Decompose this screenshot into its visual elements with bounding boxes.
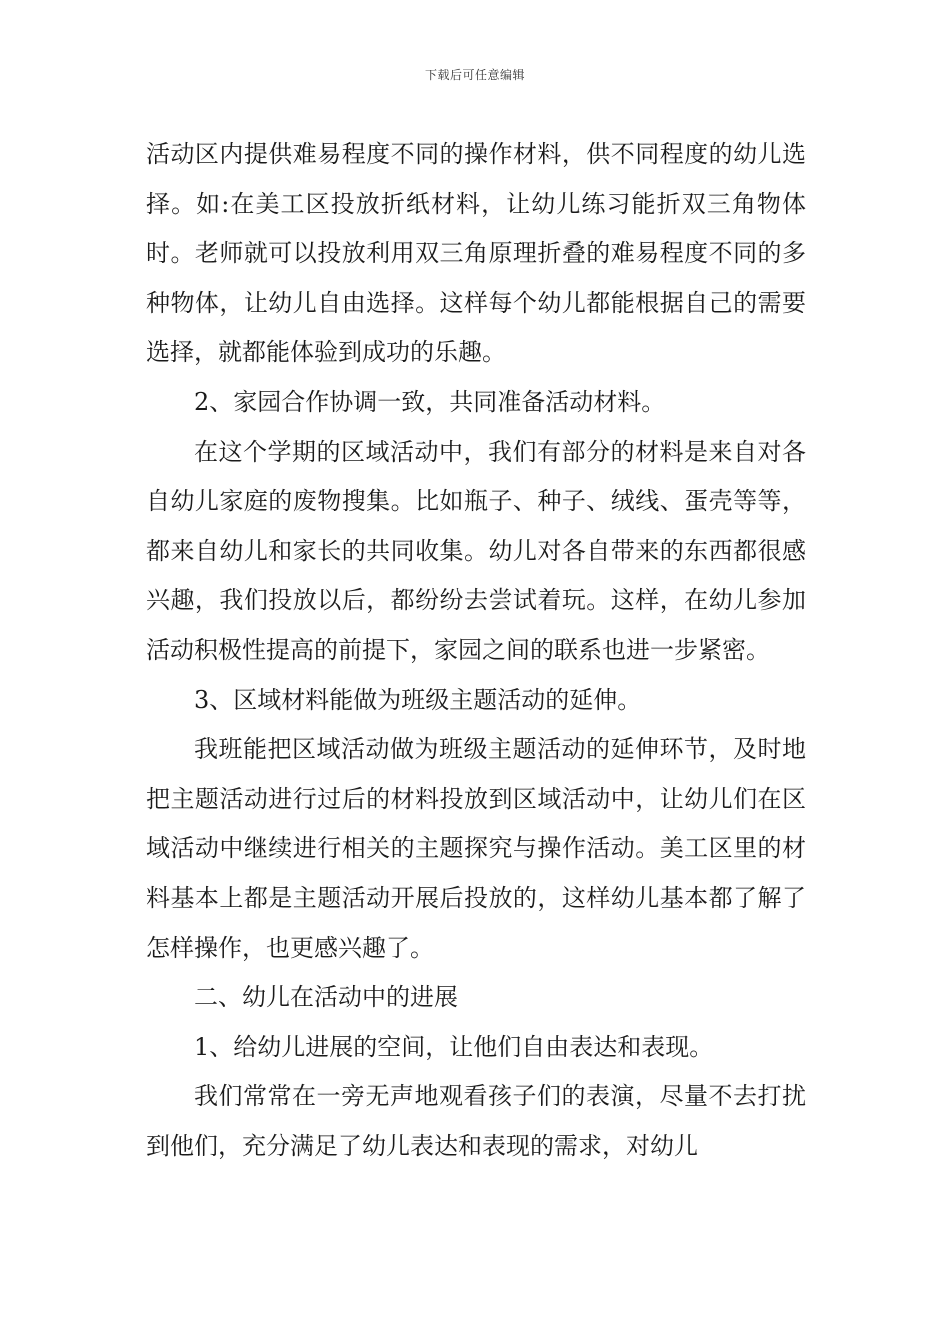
heading-theme-extension: 3、区域材料能做为班级主题活动的延伸。 <box>194 685 642 714</box>
paragraph-observing-performance: 我们常常在一旁无声地观看孩子们的表演，尽量不去打扰到他们，充分满足了幼儿表达和表现的需求，对幼儿 <box>146 1082 806 1160</box>
paragraph-home-school-cooperation: 在这个学期的区域活动中，我们有部分的材料是来自对各自幼儿家庭的废物搜集。比如瓶子、种子、绒线、蛋壳等等，都来自幼儿和家长的共同收集。幼儿对各自带来的东西都很感兴趣，我们投放以后，都纷纷去尝试着玩。这样，在幼儿参加活动积极性提高的前提下，家园之间的联系也进一步紧密。 <box>146 437 806 664</box>
heading-space-for-expression: 1、给幼儿进展的空间，让他们自由表达和表现。 <box>194 1032 714 1061</box>
heading-home-school-cooperation: 2、家园合作协调一致，共同准备活动材料。 <box>194 387 666 416</box>
header-note: 下载后可任意编辑 <box>424 68 525 82</box>
section-heading-child-progress: 二、幼儿在活动中的进展 <box>194 983 458 1012</box>
paragraph-theme-extension: 我班能把区域活动做为班级主题活动的延伸环节，及时地把主题活动进行过后的材料投放到区域活动中，让幼儿们在区域活动中继续进行相关的主题探究与操作活动。美工区里的材料基本上都是主题活动开展后投放的，这样幼儿基本都了解了怎样操作，也更感兴趣了。 <box>146 735 806 962</box>
paragraph-material-levels: 活动区内提供难易程度不同的操作材料，供不同程度的幼儿选择。如:在美工区投放折纸材料，让幼儿练习能折双三角物体时。老师就可以投放利用双三角原理折叠的难易程度不同的多种物体，让幼儿自由选择。这样每个幼儿都能根据自己的需要选择，就都能体验到成功的乐趣。 <box>146 140 806 367</box>
document-body <box>146 130 806 1171</box>
